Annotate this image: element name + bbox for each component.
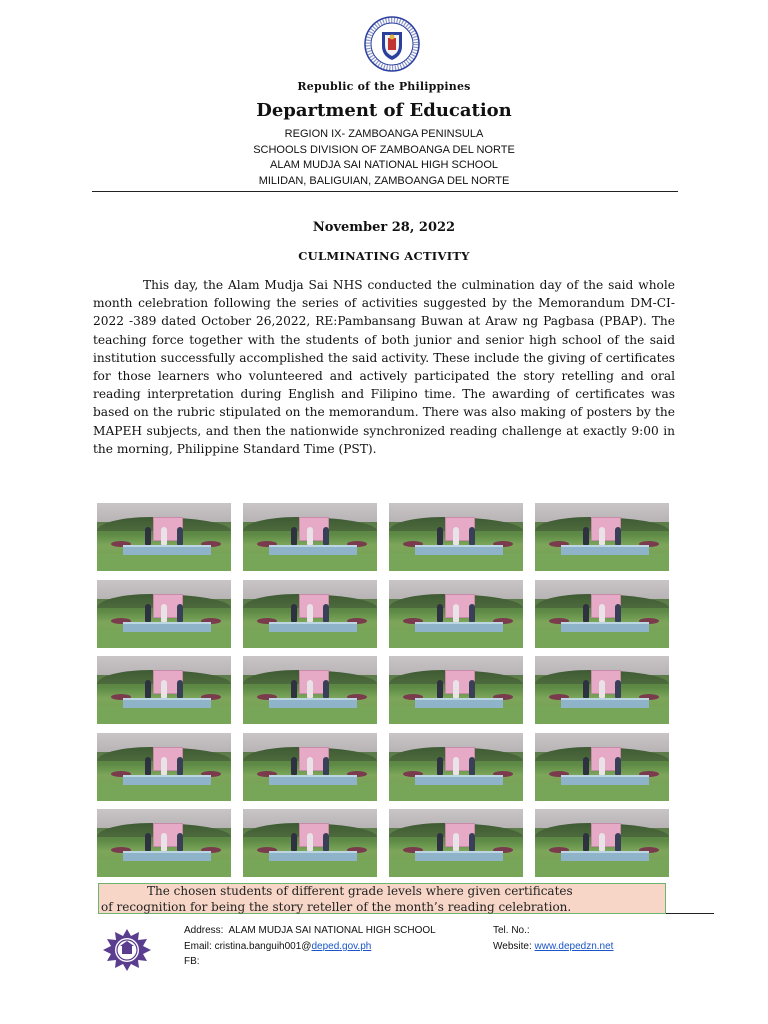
photo-person: [437, 757, 443, 775]
photo-person: [469, 604, 475, 622]
photo-ground: [243, 630, 377, 648]
photo-stage: [561, 851, 649, 861]
photo-stage: [415, 698, 503, 708]
republic-title: Republic of the Philippines: [297, 80, 471, 93]
photo-person: [161, 680, 167, 698]
photo-ground: [97, 706, 231, 724]
document-date: November 28, 2022: [312, 220, 456, 235]
photo-person: [161, 604, 167, 622]
photo-ground: [97, 630, 231, 648]
photo-ground: [389, 706, 523, 724]
website-link[interactable]: www.depedzn.net: [534, 940, 614, 952]
photo-ground: [389, 553, 523, 571]
gallery-photo: [389, 733, 523, 801]
photo-person: [453, 680, 459, 698]
gallery-photo: [389, 580, 523, 648]
photo-person: [307, 680, 313, 698]
photo-person: [599, 680, 605, 698]
photo-ground: [97, 783, 231, 801]
photo-person: [583, 680, 589, 698]
email-prefix: cristina.banguih001@: [214, 940, 312, 952]
photo-person: [145, 680, 151, 698]
caption-underline: [666, 913, 714, 914]
photo-person: [291, 833, 297, 851]
photo-stage: [123, 545, 211, 555]
photo-person: [323, 757, 329, 775]
photo-person: [177, 833, 183, 851]
gallery-photo: [535, 503, 669, 571]
photo-person: [615, 833, 621, 851]
photo-person: [437, 527, 443, 545]
photo-ground: [243, 859, 377, 877]
photo-stage: [123, 698, 211, 708]
photo-person: [291, 757, 297, 775]
photo-person: [145, 757, 151, 775]
photo-person: [177, 680, 183, 698]
photo-person: [291, 680, 297, 698]
photo-person: [177, 527, 183, 545]
photo-person: [453, 604, 459, 622]
photo-stage: [123, 775, 211, 785]
photo-person: [323, 680, 329, 698]
footer-contact-left: [184, 923, 436, 970]
photo-stage: [561, 545, 649, 555]
document-body: This day, the Alam Mudja Sai NHS conducted the culmination day of the said whole month celebration following the series of activities suggested by the Memorandum DM-CI-2022 -389 dated October 26,2022, RE:Pambansang Buwan at Araw ng Pagbasa (PBAP). The teaching force together with the students of both junior and senior high school of the said institution successfully accomplished the said activity. These include the giving of certificates for those learners who volunteered and actively participated the story retelling and oral reading interpretation during English and Filipino time. The awarding of certificates was based on the rubric stipulated on the memorandum. There was also making of posters by the MAPEH subjects, and then the nationwide synchronized reading challenge at exactly 9:00 in the morning, Philippine Standard Time (PST).: [93, 278, 675, 456]
photo-person: [469, 757, 475, 775]
school-seal-icon: [98, 928, 156, 972]
address-value: ALAM MUDJA SAI NATIONAL HIGH SCHOOL: [228, 925, 436, 936]
photo-gallery: [97, 503, 671, 877]
location-line: MILIDAN, BALIGUIAN, ZAMBOANGA DEL NORTE: [258, 174, 510, 187]
photo-person: [469, 833, 475, 851]
division-line: SCHOOLS DIVISION OF ZAMBOANGA DEL NORTE: [253, 143, 515, 156]
photo-person: [307, 527, 313, 545]
photo-ground: [389, 630, 523, 648]
photo-ground: [243, 783, 377, 801]
region-line: REGION IX- ZAMBOANGA PENINSULA: [284, 128, 484, 140]
photo-ground: [535, 706, 669, 724]
gallery-photo: [243, 733, 377, 801]
gallery-photo: [389, 503, 523, 571]
photo-person: [161, 527, 167, 545]
photo-person: [177, 604, 183, 622]
footer-tel: [493, 923, 613, 939]
gallery-photo: [97, 733, 231, 801]
photo-person: [145, 527, 151, 545]
department-title: Department of Education: [256, 100, 512, 121]
photo-stage: [269, 545, 357, 555]
photo-stage: [561, 775, 649, 785]
photo-person: [145, 833, 151, 851]
document-heading: CULMINATING ACTIVITY: [298, 249, 470, 263]
photo-stage: [415, 545, 503, 555]
photo-person: [599, 527, 605, 545]
website-label: Website:: [493, 940, 532, 952]
photo-person: [291, 604, 297, 622]
gallery-photo: [243, 580, 377, 648]
photo-stage: [269, 698, 357, 708]
gallery-photo: [97, 580, 231, 648]
address-label: Address:: [184, 925, 224, 936]
photo-person: [615, 757, 621, 775]
gallery-caption: [98, 883, 666, 914]
photo-person: [583, 833, 589, 851]
gallery-photo: [389, 656, 523, 724]
photo-ground: [389, 859, 523, 877]
photo-person: [437, 833, 443, 851]
photo-person: [437, 680, 443, 698]
gallery-photo: [97, 503, 231, 571]
gallery-photo: [243, 809, 377, 877]
email-domain-link[interactable]: deped.gov.ph: [311, 940, 372, 952]
caption-line-2: of recognition for being the story reteller of the month’s reading celebration.: [101, 899, 572, 914]
photo-person: [177, 757, 183, 775]
photo-person: [437, 604, 443, 622]
photo-person: [599, 833, 605, 851]
photo-person: [161, 757, 167, 775]
photo-ground: [97, 553, 231, 571]
photo-person: [583, 604, 589, 622]
footer-email: [184, 939, 436, 955]
photo-stage: [415, 851, 503, 861]
photo-ground: [243, 553, 377, 571]
photo-person: [145, 604, 151, 622]
photo-person: [307, 833, 313, 851]
photo-ground: [243, 706, 377, 724]
footer-website: [493, 939, 613, 955]
office-address-block: [0, 127, 768, 189]
photo-ground: [535, 859, 669, 877]
gallery-photo: [97, 809, 231, 877]
photo-ground: [389, 783, 523, 801]
footer-contact-right: [493, 923, 613, 954]
photo-person: [599, 604, 605, 622]
photo-person: [453, 757, 459, 775]
photo-stage: [561, 622, 649, 632]
photo-stage: [415, 775, 503, 785]
photo-person: [323, 833, 329, 851]
photo-person: [469, 527, 475, 545]
school-line: ALAM MUDJA SAI NATIONAL HIGH SCHOOL: [270, 159, 498, 171]
header-divider: [92, 191, 678, 192]
photo-stage: [269, 775, 357, 785]
photo-stage: [415, 622, 503, 632]
gallery-photo: [243, 656, 377, 724]
gallery-photo: [97, 656, 231, 724]
footer-address: [184, 923, 436, 939]
gallery-photo: [535, 733, 669, 801]
footer-fb: [184, 954, 436, 970]
photo-person: [307, 757, 313, 775]
photo-person: [615, 527, 621, 545]
deped-seal-icon: [364, 16, 420, 72]
tel-label: Tel. No.:: [493, 925, 530, 936]
photo-ground: [535, 553, 669, 571]
photo-person: [323, 604, 329, 622]
email-label: Email:: [184, 940, 212, 952]
caption-line-1: The chosen students of different grade levels where given certificates: [147, 884, 573, 898]
photo-stage: [123, 622, 211, 632]
fb-label: FB:: [184, 956, 200, 967]
photo-person: [323, 527, 329, 545]
photo-person: [583, 527, 589, 545]
photo-stage: [269, 851, 357, 861]
gallery-photo: [535, 809, 669, 877]
photo-person: [307, 604, 313, 622]
photo-person: [453, 833, 459, 851]
photo-stage: [269, 622, 357, 632]
gallery-photo: [243, 503, 377, 571]
photo-ground: [535, 630, 669, 648]
photo-stage: [123, 851, 211, 861]
photo-ground: [535, 783, 669, 801]
gallery-photo: [389, 809, 523, 877]
photo-person: [453, 527, 459, 545]
photo-person: [291, 527, 297, 545]
photo-person: [615, 680, 621, 698]
photo-stage: [561, 698, 649, 708]
photo-person: [161, 833, 167, 851]
photo-person: [583, 757, 589, 775]
photo-ground: [97, 859, 231, 877]
photo-person: [615, 604, 621, 622]
photo-person: [469, 680, 475, 698]
gallery-photo: [535, 580, 669, 648]
gallery-photo: [535, 656, 669, 724]
photo-person: [599, 757, 605, 775]
